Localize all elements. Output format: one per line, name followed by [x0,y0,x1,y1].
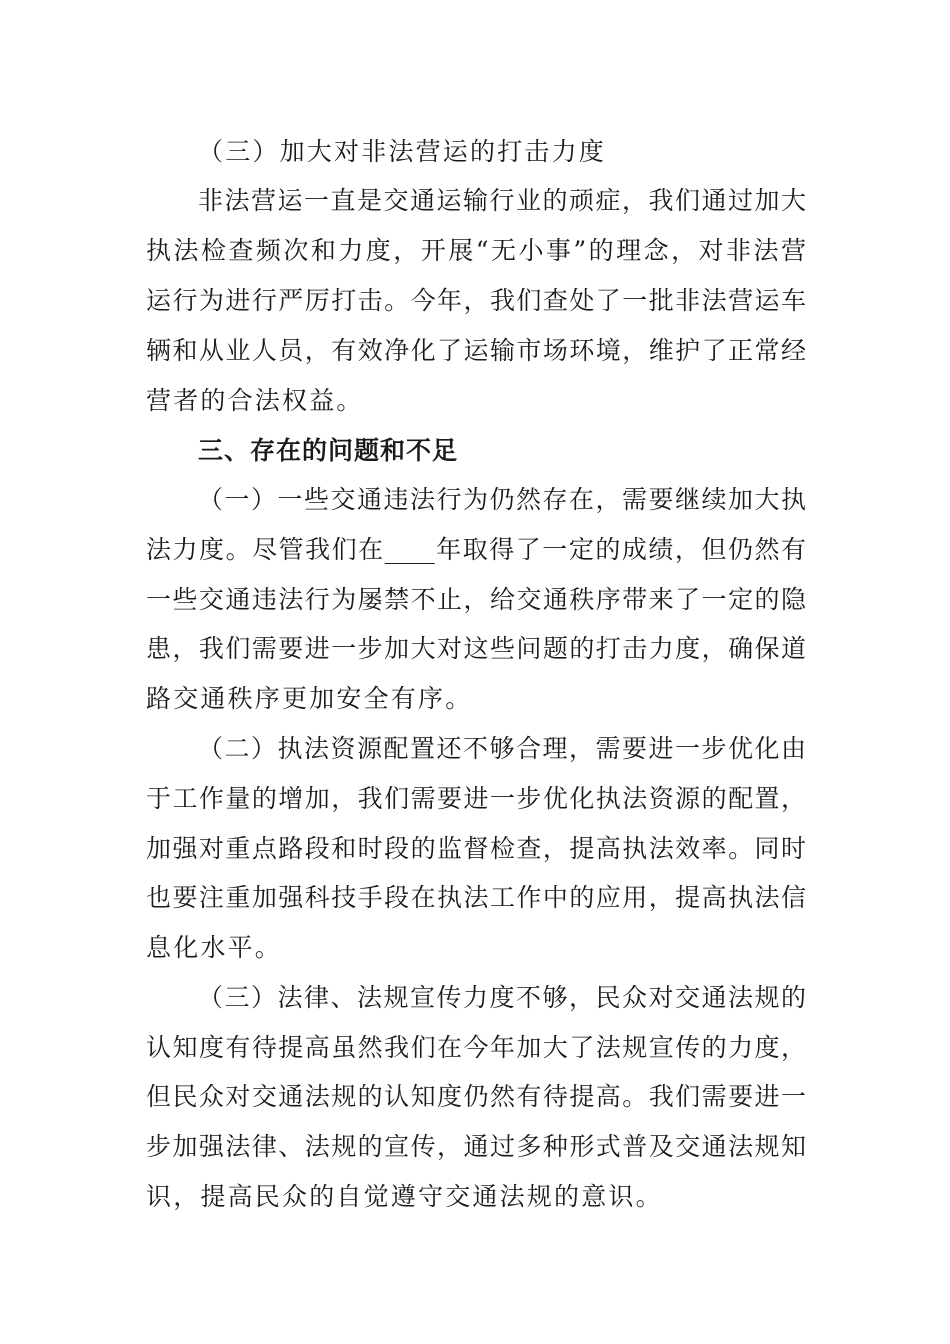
paragraph-line: 但民众对交通法规的认知度仍然有待提高。我们需要进一 [146,1082,806,1111]
paragraph-line: 步加强法律、法规的宣传，通过多种形式普及交通法规知 [146,1132,806,1161]
paragraph-line: 一些交通违法行为屡禁不止，给交通秩序带来了一定的隐 [146,585,806,614]
paragraph-line: 认知度有待提高虽然我们在今年加大了法规宣传的力度， [146,1033,806,1062]
paragraph-line: （三）法律、法规宣传力度不够，民众对交通法规的 [198,983,806,1012]
paragraph-line: 也要注重加强科技手段在执法工作中的应用，提高执法信 [146,883,806,912]
paragraph-line: 患，我们需要进一步加大对这些问题的打击力度，确保道 [146,634,806,663]
paragraph-line: 息化水平。 [146,933,283,962]
subheading-crackdown-illegal-operation: （三）加大对非法营运的打击力度 [198,137,607,166]
paragraph-line: 非法营运一直是交通运输行业的顽症，我们通过加大 [198,186,806,215]
paragraph-line: 加强对重点路段和时段的监督检查，提高执法效率。同时 [146,834,806,863]
paragraph-line: 于工作量的增加，我们需要进一步优化执法资源的配置， [146,784,806,813]
paragraph-line: 运行为进行严厉打击。今年，我们查处了一批非法营运车 [146,286,806,315]
paragraph-line: 辆和从业人员，有效净化了运输市场环境，维护了正常经 [146,336,806,365]
paragraph-line: 执法检查频次和力度，开展“无小事”的理念，对非法营 [146,236,806,265]
paragraph-line: （二）执法资源配置还不够合理，需要进一步优化由 [198,734,806,763]
paragraph-line: （一）一些交通违法行为仍然存在，需要继续加大执 [198,485,806,514]
paragraph-line: 识，提高民众的自觉遵守交通法规的意识。 [146,1182,663,1211]
section-heading-problems: 三、存在的问题和不足 [198,436,459,465]
paragraph-line: 法力度。尽管我们在____年取得了一定的成绩，但仍然有 [146,535,806,564]
paragraph-line: 路交通秩序更加安全有序。 [146,684,473,713]
paragraph-line: 营者的合法权益。 [146,386,364,415]
